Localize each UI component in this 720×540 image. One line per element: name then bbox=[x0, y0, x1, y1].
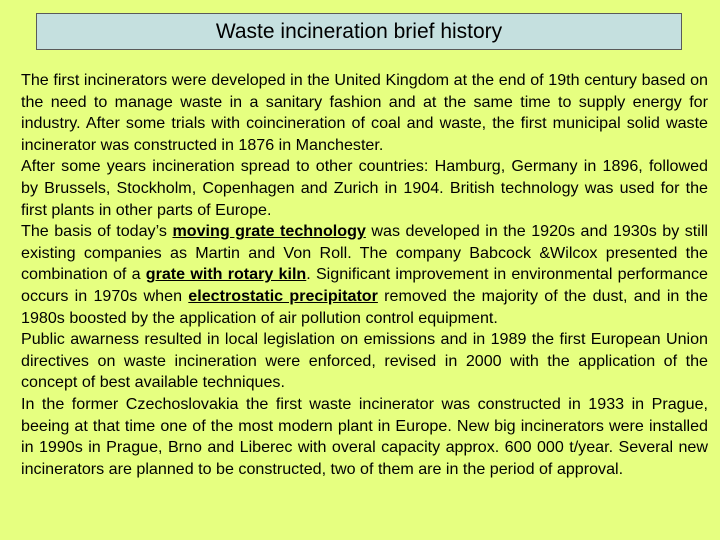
keyword-grate-with-rotary-kiln: grate with rotary kiln bbox=[145, 265, 307, 284]
text-run: The first incinerators were developed in the United Kingdom at the end of 19th century based on the need to manage waste in a sanitary fashion and at the same time to supply energy for industry. After some trials with coincineration of coal and waste, the first municipal solid waste incinerator was constructed in 1876 in Manchester. bbox=[21, 71, 708, 154]
text-run: . Significant improvement in environmental performance occurs in 1970s when bbox=[21, 265, 708, 305]
paragraph bbox=[21, 221, 708, 329]
page-title: Waste incineration brief history bbox=[215, 20, 503, 43]
paragraph bbox=[21, 70, 708, 156]
text-run: removed the majority of the dust, and in the 1980s boosted by the application of air pollution control equipment. bbox=[21, 286, 708, 327]
paragraph bbox=[21, 156, 708, 221]
keyword-electrostatic-precipitator: electrostatic precipitator bbox=[188, 286, 378, 305]
paragraph bbox=[21, 394, 708, 480]
text-run: Public awarness resulted in local legislation on emissions and in 1989 the first European Union directives on waste incineration were enforced, revised in 2000 with the application of the concept of best available techniques. bbox=[21, 330, 708, 392]
body-text bbox=[21, 70, 708, 480]
text-run: The basis of today’s bbox=[21, 222, 173, 241]
text-run: In the former Czechoslovakia the first waste incinerator was constructed in 1933 in Prague, beeing at that time one of the most modern plant in Europe. New big incinerators were installed in 1990s in Prague, Brno and Liberec with overal capacity approx. 600 000 t/year. Several new incinerators are planned to be constructed, two of them are in the period of approval. bbox=[21, 394, 708, 478]
keyword-moving-grate-technology: moving grate technology bbox=[172, 222, 366, 241]
text-run: After some years incineration spread to other countries: Hamburg, Germany in 1896, followed by Brussels, Stockholm, Copenhagen and Zurich in 1904. British technology was used for the first plants in other parts of Europe. bbox=[21, 157, 708, 219]
text-run: was developed in the 1920s and 1930s by still existing companies as Martin and Von Roll. The company Babcock &Wilcox presented the combination of a bbox=[21, 222, 708, 284]
title-box bbox=[36, 13, 682, 50]
paragraph bbox=[21, 329, 708, 394]
